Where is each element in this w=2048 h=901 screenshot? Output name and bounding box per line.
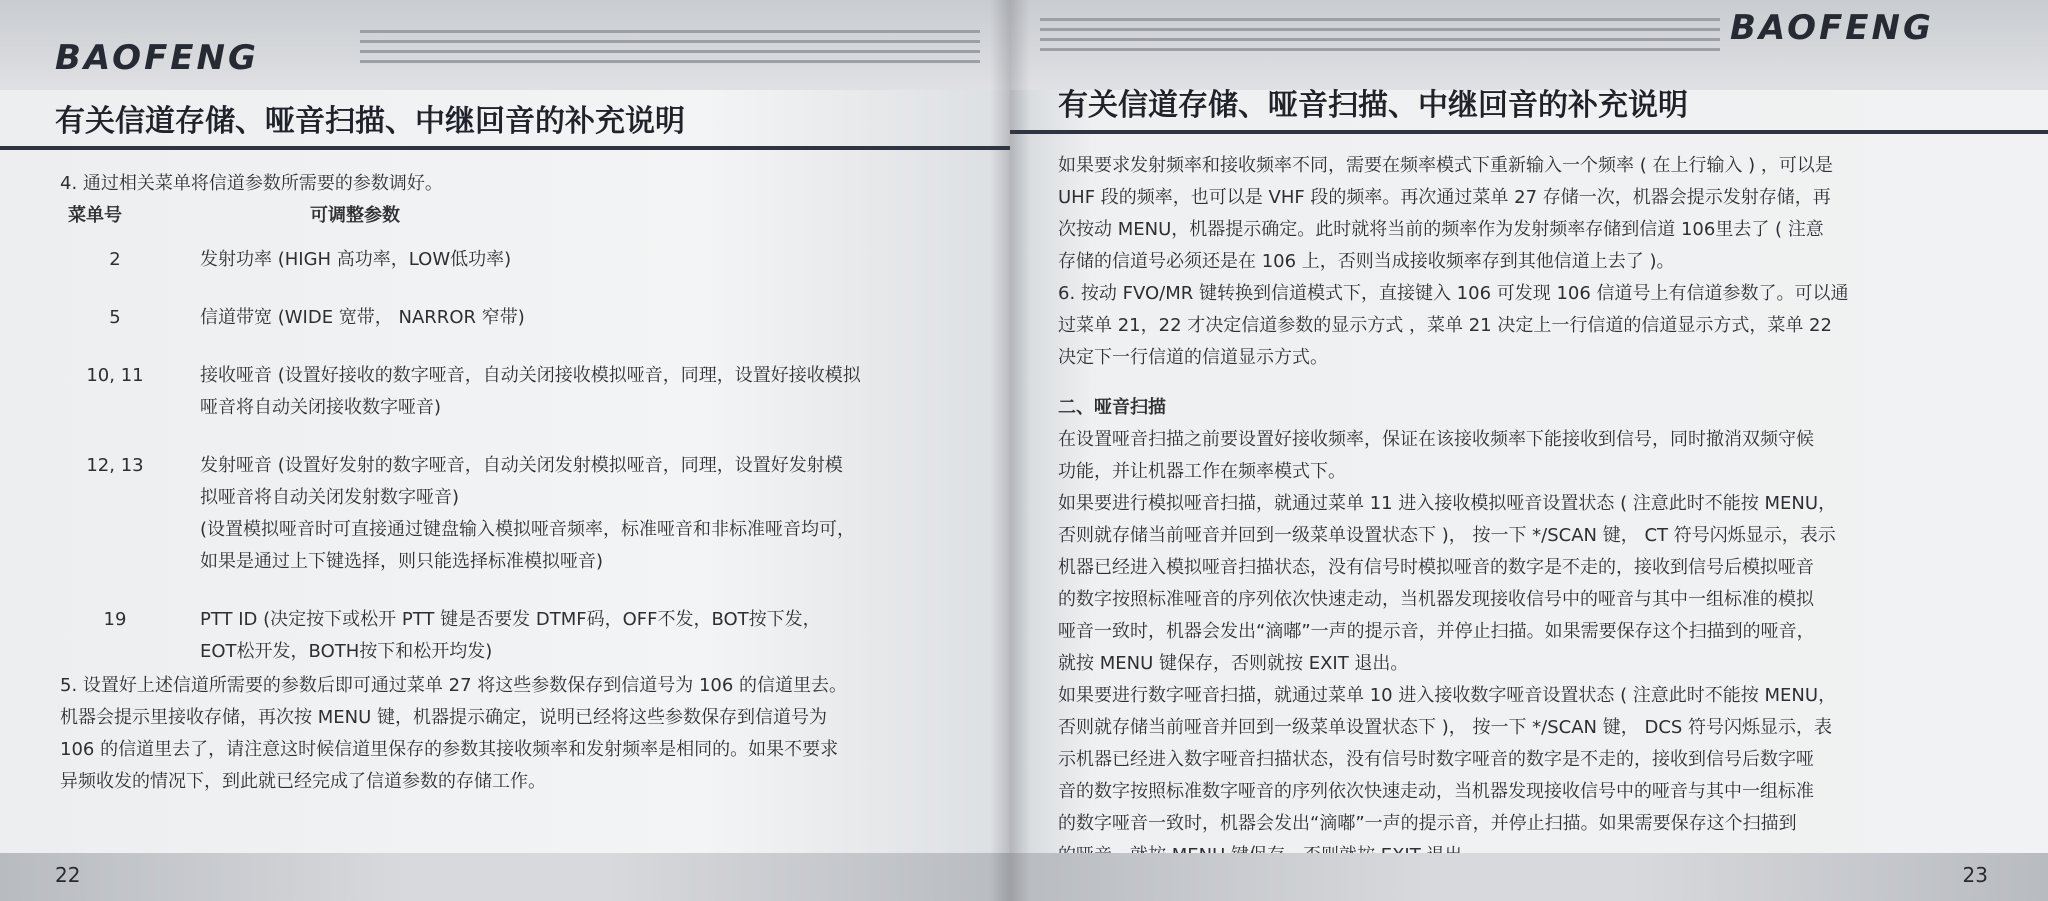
table-header-num: 菜单号 [68, 205, 122, 226]
right-page-number: 23 [1962, 863, 1988, 887]
paragraph-line: 在设置哑音扫描之前要设置好接收频率，保证在该接收频率下能接收到信号，同时撤消双频守候 [1058, 429, 1814, 450]
row-param-line: PTT ID (决定按下或松开 PTT 键是否要发 DTMF码，OFF不发，BOT按下发， [200, 609, 821, 630]
right-header-stripes [1040, 18, 1720, 58]
table-header-param: 可调整参数 [310, 205, 400, 226]
row-menu-number: 19 [103, 609, 127, 630]
row-menu-number: 12, 13 [86, 455, 144, 476]
paragraph-line: 音的数字按照标准数字哑音的序列依次快速走动，当机器发现接收信号中的哑音与其中一组标准 [1058, 781, 1814, 802]
paragraph-line: 如果要进行模拟哑音扫描，就通过菜单 11 进入接收模拟哑音设置状态 ( 注意此时不能按 MENU， [1058, 493, 1837, 514]
paragraph-line: 存储的信道号必须还是在 106 上，否则当成接收频率存到其他信道上去了 )。 [1058, 251, 1675, 272]
right-body [1058, 150, 2018, 872]
right-page-title: 有关信道存储、哑音扫描、中继回音的补充说明 [1058, 88, 1688, 123]
paragraph-line: 机器会提示里接收存储，再次按 MENU 键，机器提示确定，说明已经将这些参数保存到信道号为 [60, 707, 827, 728]
row-param-line: 接收哑音 (设置好接收的数字哑音，自动关闭接收模拟哑音，同理，设置好接收模拟 [200, 365, 861, 386]
left-footer [0, 853, 1010, 901]
row-menu-number: 10, 11 [86, 365, 144, 386]
row-param-line: 发射哑音 (设置好发射的数字哑音，自动关闭发射模拟哑音，同理，设置好发射模 [200, 455, 843, 476]
paragraph-line: 次按动 MENU，机器提示确定。此时就将当前的频率作为发射频率存储到信道 106里去了 ( 注意 [1058, 219, 1824, 240]
paragraph-line: 功能，并让机器工作在频率模式下。 [1058, 461, 1346, 482]
paragraph-line: 异频收发的情况下，到此就已经完成了信道参数的存储工作。 [60, 771, 546, 792]
paragraph-line: 过菜单 21，22 才决定信道参数的显示方式 ，菜单 21 决定上一行信道的信道显示方式，菜单 22 [1058, 315, 1832, 336]
row-menu-number: 2 [109, 249, 121, 270]
book-spine-shadow [990, 0, 1030, 901]
right-logo: BAOFENG [1730, 8, 1934, 48]
paragraph-line: 哑音一致时，机器会发出“滴嘟”一声的提示音，并停止扫描。如果需要保存这个扫描到的哑音， [1058, 621, 1815, 642]
row-param-line: EOT松开发，BOTH按下和松开均发) [200, 641, 493, 662]
table-row [60, 360, 960, 424]
paragraph-line: 的数字按照标准哑音的序列依次快速走动，当机器发现接收信号中的哑音与其中一组标准的模拟 [1058, 589, 1814, 610]
paragraph-line: 示机器已经进入数字哑音扫描状态，没有信号时数字哑音的数字是不走的，接收到信号后数字哑 [1058, 749, 1814, 770]
paragraph-line: 106 的信道里去了，请注意这时候信道里保存的参数其接收频率和发射频率是相同的。如果不要求 [60, 739, 839, 760]
paragraph-line: UHF 段的频率，也可以是 VHF 段的频率。再次通过菜单 27 存储一次，机器会提示发射存储，再 [1058, 187, 1831, 208]
left-page-title: 有关信道存储、哑音扫描、中继回音的补充说明 [55, 104, 685, 139]
left-paragraph-5 [60, 670, 970, 798]
table-row [60, 450, 960, 578]
paragraph-line: 5. 设置好上述信道所需要的参数后即可通过菜单 27 将这些参数保存到信道号为 106 的信道里去。 [60, 675, 848, 696]
row-param-line: 如果是通过上下键选择，则只能选择标准模拟哑音) [200, 551, 604, 572]
paragraph-line: 就按 MENU 键保存，否则就按 EXIT 退出。 [1058, 653, 1409, 674]
paragraph-line: 如果要进行数字哑音扫描，就通过菜单 10 进入接收数字哑音设置状态 ( 注意此时不能按 MENU， [1058, 685, 1837, 706]
left-page [0, 0, 1010, 901]
paragraph-line: 决定下一行信道的信道显示方式。 [1058, 347, 1328, 368]
row-param-line: 发射功率 (HIGH 高功率，LOW低功率) [200, 249, 512, 270]
left-intro: 4. 通过相关菜单将信道参数所需要的参数调好。 [60, 173, 443, 194]
row-param-line: (设置模拟哑音时可直接通过键盘输入模拟哑音频率，标准哑音和非标准哑音均可， [200, 519, 856, 540]
left-page-number: 22 [55, 863, 81, 887]
left-header-stripes [360, 30, 980, 70]
section-heading: 二、哑音扫描 [1058, 397, 1166, 418]
row-menu-number: 5 [109, 307, 121, 328]
paragraph-line: 6. 按动 FVO/MR 键转换到信道模式下，直接键入 106 可发现 106 信道号上有信道参数了。可以通 [1058, 283, 1849, 304]
left-body [60, 168, 960, 668]
left-logo: BAOFENG [55, 38, 259, 78]
row-param-line: 哑音将自动关闭接收数字哑音) [200, 397, 442, 418]
paragraph-line: 如果要求发射频率和接收频率不同，需要在频率模式下重新输入一个频率 ( 在上行输入 ) ，可以是 [1058, 155, 1833, 176]
right-footer [1010, 853, 2048, 901]
table-row [60, 302, 960, 334]
paragraph-line: 机器已经进入模拟哑音扫描状态，没有信号时模拟哑音的数字是不走的，接收到信号后模拟哑音 [1058, 557, 1814, 578]
row-param-line: 信道带宽 (WIDE 宽带， NARROR 窄带) [200, 307, 525, 328]
paragraph-line: 否则就存储当前哑音并回到一级菜单设置状态下 )， 按一下 */SCAN 键， DCS 符号闪烁显示，表 [1058, 717, 1833, 738]
paragraph-line: 否则就存储当前哑音并回到一级菜单设置状态下 )， 按一下 */SCAN 键， CT 符号闪烁显示，表示 [1058, 525, 1836, 546]
paragraph-line: 的数字哑音一致时，机器会发出“滴嘟”一声的提示音，并停止扫描。如果需要保存这个扫描到 [1058, 813, 1797, 834]
table-row [60, 604, 960, 668]
right-page [1010, 0, 2048, 901]
table-row [60, 244, 960, 276]
row-param-line: 拟哑音将自动关闭发射数字哑音) [200, 487, 460, 508]
table-header [60, 200, 960, 232]
